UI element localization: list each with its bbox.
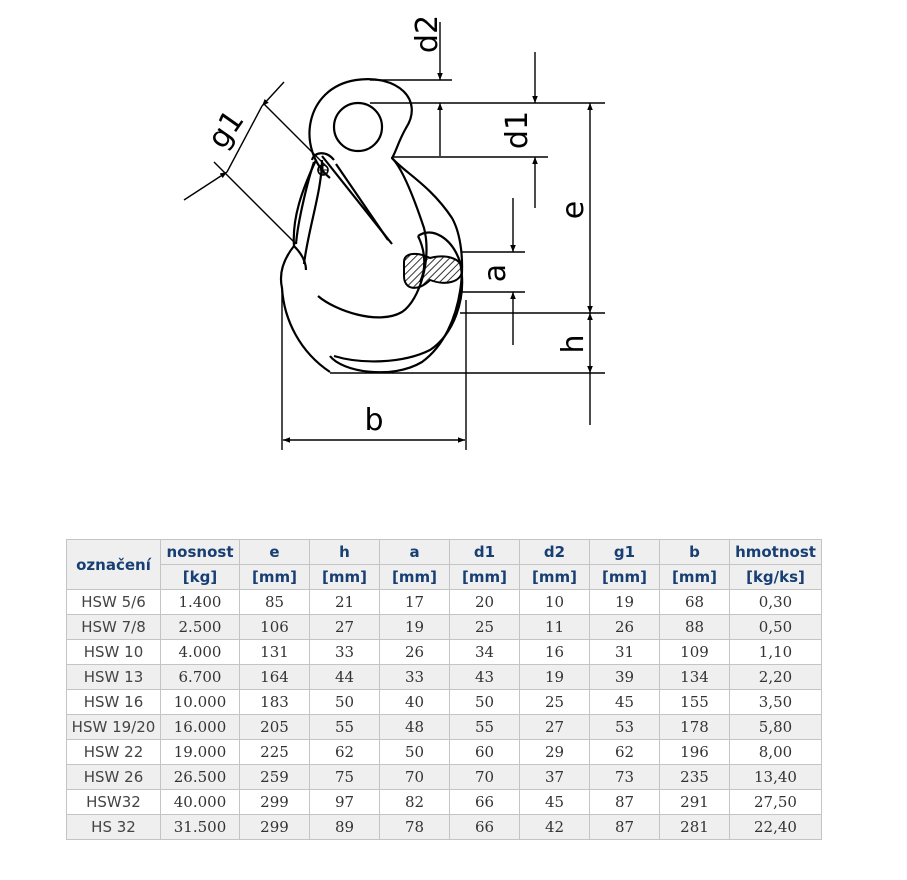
unit-d1: [mm]: [450, 565, 520, 590]
table-cell: 2,20: [730, 665, 822, 690]
table-cell: HSW 7/8: [67, 615, 161, 640]
table-cell: 225: [240, 740, 310, 765]
table-cell: HSW 5/6: [67, 590, 161, 615]
table-cell: 50: [310, 690, 380, 715]
table-cell: HSW 13: [67, 665, 161, 690]
table-row: [67, 640, 822, 665]
table-cell: HSW32: [67, 790, 161, 815]
table-cell: 42: [520, 815, 590, 840]
table-cell: HSW 10: [67, 640, 161, 665]
table-cell: 82: [380, 790, 450, 815]
table-cell: 48: [380, 715, 450, 740]
table-cell: 27: [520, 715, 590, 740]
dimension-lines: [184, 22, 605, 450]
table-cell: 43: [450, 665, 520, 690]
table-cell: 55: [310, 715, 380, 740]
table-cell: 19: [520, 665, 590, 690]
table-cell: 25: [450, 615, 520, 640]
unit-nosnost: [kg]: [161, 565, 240, 590]
table-cell: 281: [660, 815, 730, 840]
table-cell: 55: [450, 715, 520, 740]
table-cell: 25: [520, 690, 590, 715]
table-cell: 19: [590, 590, 660, 615]
table-cell: 66: [450, 815, 520, 840]
table-units-row: [67, 565, 822, 590]
table-cell: 40.000: [161, 790, 240, 815]
table-cell: 26.500: [161, 765, 240, 790]
table-cell: 62: [590, 740, 660, 765]
table-cell: 27: [310, 615, 380, 640]
table-cell: 10.000: [161, 690, 240, 715]
table-cell: HSW 16: [67, 690, 161, 715]
table-cell: 53: [590, 715, 660, 740]
table-cell: 37: [520, 765, 590, 790]
col-header-h: h: [310, 540, 380, 565]
table-cell: 259: [240, 765, 310, 790]
table-cell: 31.500: [161, 815, 240, 840]
table-cell: 89: [310, 815, 380, 840]
unit-a: [mm]: [380, 565, 450, 590]
table-cell: 299: [240, 790, 310, 815]
table-cell: 4.000: [161, 640, 240, 665]
unit-h: [mm]: [310, 565, 380, 590]
table-cell: 17: [380, 590, 450, 615]
table-cell: 0,30: [730, 590, 822, 615]
table-cell: 106: [240, 615, 310, 640]
unit-d2: [mm]: [520, 565, 590, 590]
table-cell: 34: [450, 640, 520, 665]
table-cell: 178: [660, 715, 730, 740]
table-cell: 68: [660, 590, 730, 615]
table-cell: 6.700: [161, 665, 240, 690]
col-header-b: b: [660, 540, 730, 565]
dim-label-h: h: [556, 334, 591, 354]
table-cell: 70: [380, 765, 450, 790]
table-cell: 50: [380, 740, 450, 765]
table-cell: 235: [660, 765, 730, 790]
table-row: [67, 740, 822, 765]
table-cell: 19.000: [161, 740, 240, 765]
table-row: [67, 790, 822, 815]
hatched-section: [404, 254, 462, 288]
table-cell: 70: [450, 765, 520, 790]
table-cell: 19: [380, 615, 450, 640]
table-cell: 134: [660, 665, 730, 690]
col-header-oznaceni: označení: [67, 540, 161, 590]
table-cell: 44: [310, 665, 380, 690]
dim-label-b: b: [364, 403, 384, 438]
table-cell: 2.500: [161, 615, 240, 640]
table-header-row: [67, 540, 822, 565]
table-cell: 40: [380, 690, 450, 715]
table-cell: 3,50: [730, 690, 822, 715]
table-cell: 196: [660, 740, 730, 765]
table-cell: 29: [520, 740, 590, 765]
unit-e: [mm]: [240, 565, 310, 590]
table-cell: 205: [240, 715, 310, 740]
dim-label-d1: d1: [500, 110, 535, 150]
table-cell: 62: [310, 740, 380, 765]
table-row: [67, 615, 822, 640]
table-cell: 45: [520, 790, 590, 815]
table-cell: 26: [590, 615, 660, 640]
table-cell: HS 32: [67, 815, 161, 840]
table-cell: 26: [380, 640, 450, 665]
table-cell: 66: [450, 790, 520, 815]
dim-label-a: a: [478, 263, 513, 283]
col-header-a: a: [380, 540, 450, 565]
table-row: [67, 665, 822, 690]
table-cell: 31: [590, 640, 660, 665]
table-cell: 16.000: [161, 715, 240, 740]
table-cell: 60: [450, 740, 520, 765]
table-cell: 291: [660, 790, 730, 815]
hook-spec-table: [66, 539, 822, 840]
table-cell: 22,40: [730, 815, 822, 840]
col-header-d2: d2: [520, 540, 590, 565]
table-cell: 299: [240, 815, 310, 840]
table-cell: 85: [240, 590, 310, 615]
dim-label-e: e: [556, 200, 591, 220]
table-cell: 39: [590, 665, 660, 690]
col-header-nosnost: nosnost: [161, 540, 240, 565]
table-cell: 1.400: [161, 590, 240, 615]
table-cell: HSW 19/20: [67, 715, 161, 740]
table-row: [67, 715, 822, 740]
table-cell: 183: [240, 690, 310, 715]
table-cell: 131: [240, 640, 310, 665]
table-cell: 13,40: [730, 765, 822, 790]
table-cell: 27,50: [730, 790, 822, 815]
table-row: [67, 590, 822, 615]
table-cell: 0,50: [730, 615, 822, 640]
table-cell: 109: [660, 640, 730, 665]
unit-g1: [mm]: [590, 565, 660, 590]
table-cell: 75: [310, 765, 380, 790]
unit-hmotnost: [kg/ks]: [730, 565, 822, 590]
table-cell: 87: [590, 815, 660, 840]
col-header-hmotnost: hmotnost: [730, 540, 822, 565]
table-cell: HSW 22: [67, 740, 161, 765]
table-cell: 164: [240, 665, 310, 690]
col-header-d1: d1: [450, 540, 520, 565]
table-cell: 10: [520, 590, 590, 615]
table-cell: 8,00: [730, 740, 822, 765]
unit-b: [mm]: [660, 565, 730, 590]
table-cell: 5,80: [730, 715, 822, 740]
table-row: [67, 690, 822, 715]
col-header-g1: g1: [590, 540, 660, 565]
table-cell: 20: [450, 590, 520, 615]
table-cell: 45: [590, 690, 660, 715]
table-cell: 50: [450, 690, 520, 715]
table-row: [67, 815, 822, 840]
table-cell: HSW 26: [67, 765, 161, 790]
table-cell: 88: [660, 615, 730, 640]
table-cell: 33: [310, 640, 380, 665]
table-cell: 16: [520, 640, 590, 665]
table-cell: 78: [380, 815, 450, 840]
table-cell: 97: [310, 790, 380, 815]
dim-label-d2: d2: [410, 14, 445, 54]
table-row: [67, 765, 822, 790]
hook-outline: [281, 79, 462, 372]
dim-label-g1: g1: [200, 103, 252, 156]
table-cell: 1,10: [730, 640, 822, 665]
table-cell: 73: [590, 765, 660, 790]
col-header-e: e: [240, 540, 310, 565]
table-cell: 21: [310, 590, 380, 615]
table-cell: 87: [590, 790, 660, 815]
table-cell: 11: [520, 615, 590, 640]
table-cell: 33: [380, 665, 450, 690]
table-cell: 155: [660, 690, 730, 715]
